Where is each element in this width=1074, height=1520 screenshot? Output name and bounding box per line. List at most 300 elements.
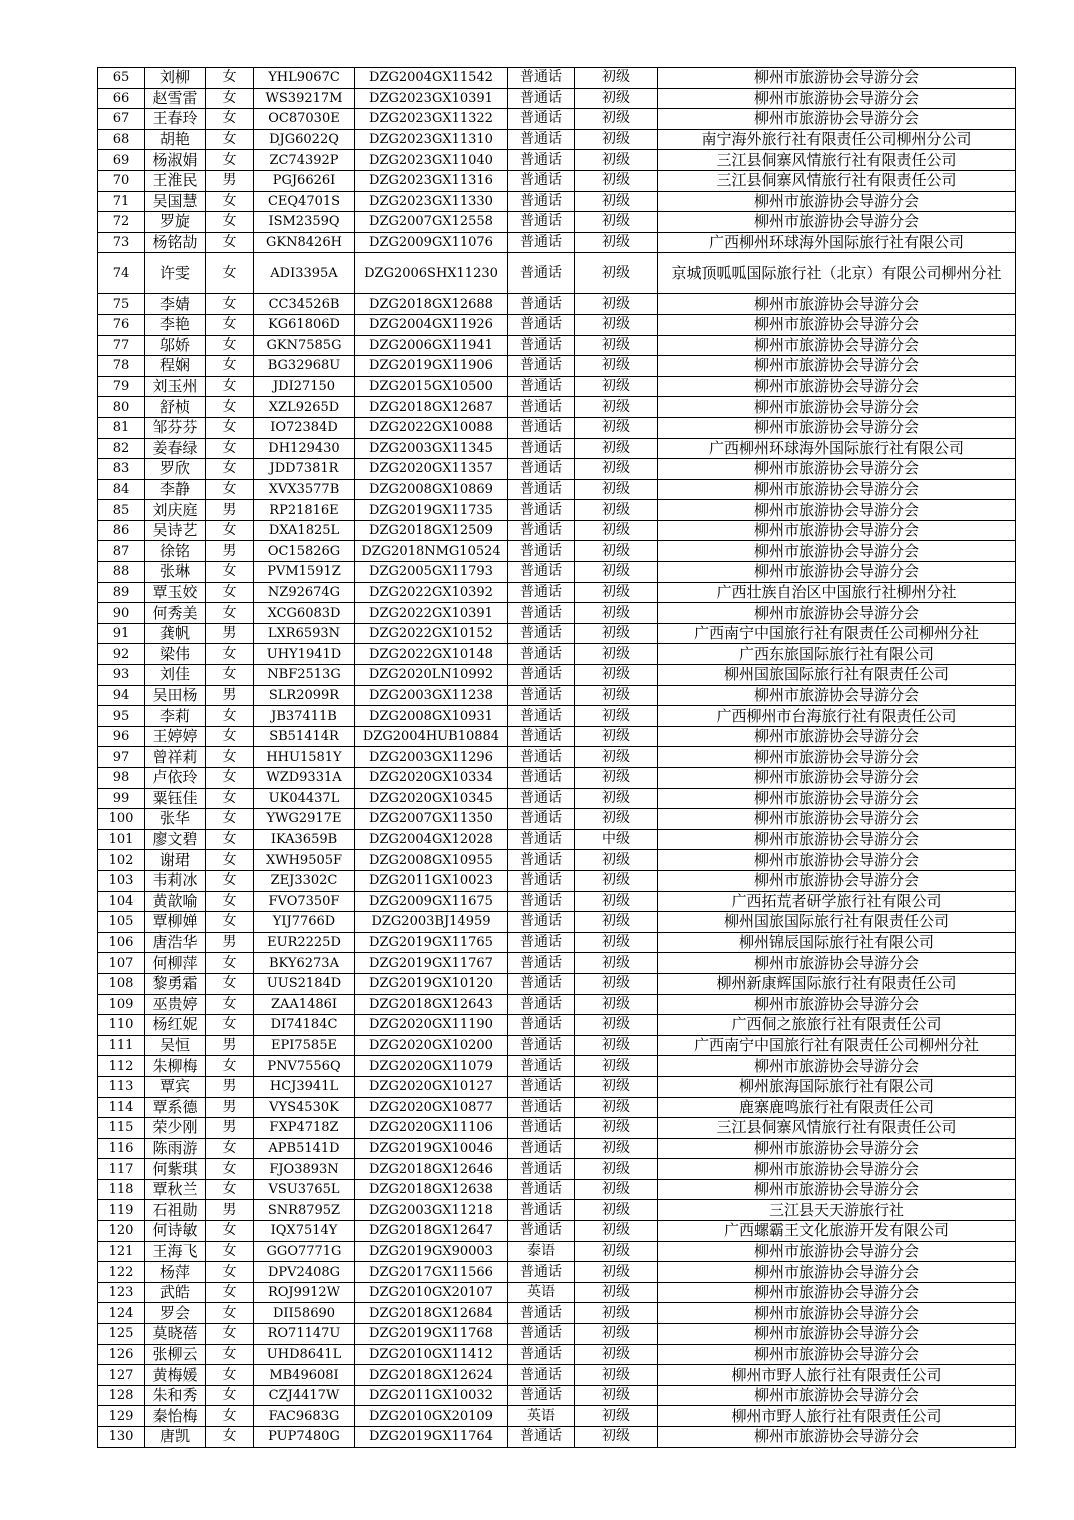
level-cell: 初级: [575, 1303, 658, 1324]
level-cell: 初级: [575, 1076, 658, 1097]
language-cell: 普通话: [508, 665, 575, 686]
row-number-cell: 94: [98, 685, 145, 706]
table-row: [98, 932, 1016, 953]
certificate-number-cell: DZG2011GX10032: [355, 1385, 508, 1406]
row-number-cell: 89: [98, 582, 145, 603]
card-number-cell: LXR6593N: [254, 623, 355, 644]
language-cell: 普通话: [508, 1118, 575, 1139]
row-number-cell: 125: [98, 1324, 145, 1345]
organization-cell: 柳州市旅游协会导游分会: [658, 1241, 1016, 1262]
language-cell: 普通话: [508, 706, 575, 727]
card-number-cell: PVM1591Z: [254, 562, 355, 583]
language-cell: 普通话: [508, 623, 575, 644]
gender-cell: 女: [206, 1015, 254, 1036]
row-number-cell: 65: [98, 68, 145, 89]
guide-name-cell: 陈雨游: [145, 1138, 206, 1159]
gender-cell: 女: [206, 994, 254, 1015]
table-row: [98, 768, 1016, 789]
level-cell: 初级: [575, 417, 658, 438]
card-number-cell: GKN8426H: [254, 232, 355, 253]
level-cell: 初级: [575, 603, 658, 624]
organization-cell: 柳州市旅游协会导游分会: [658, 726, 1016, 747]
level-cell: 初级: [575, 706, 658, 727]
gender-cell: 女: [206, 768, 254, 789]
organization-cell: 柳州市旅游协会导游分会: [658, 356, 1016, 377]
table-row: [98, 1221, 1016, 1242]
organization-cell: 柳州市旅游协会导游分会: [658, 109, 1016, 130]
gender-cell: 女: [206, 850, 254, 871]
gender-cell: 女: [206, 562, 254, 583]
organization-cell: 三江县侗寨风情旅行社有限责任公司: [658, 1118, 1016, 1139]
gender-cell: 女: [206, 788, 254, 809]
guide-name-cell: 姜春绿: [145, 438, 206, 459]
level-cell: 初级: [575, 1179, 658, 1200]
gender-cell: 女: [206, 1324, 254, 1345]
level-cell: 初级: [575, 170, 658, 191]
guide-name-cell: 廖文碧: [145, 829, 206, 850]
table-row: [98, 891, 1016, 912]
guide-name-cell: 朱柳梅: [145, 1056, 206, 1077]
card-number-cell: EPI7585E: [254, 1035, 355, 1056]
organization-cell: 柳州市旅游协会导游分会: [658, 809, 1016, 830]
card-number-cell: CZJ4417W: [254, 1385, 355, 1406]
row-number-cell: 69: [98, 150, 145, 171]
row-number-cell: 82: [98, 438, 145, 459]
guide-name-cell: 胡艳: [145, 129, 206, 150]
card-number-cell: XVX3577B: [254, 479, 355, 500]
level-cell: 初级: [575, 253, 658, 294]
language-cell: 普通话: [508, 1365, 575, 1386]
level-cell: 初级: [575, 891, 658, 912]
guide-name-cell: 吴诗艺: [145, 520, 206, 541]
certificate-number-cell: DZG2018GX12646: [355, 1159, 508, 1180]
table-row: [98, 150, 1016, 171]
level-cell: 初级: [575, 1241, 658, 1262]
certificate-number-cell: DZG2015GX10500: [355, 376, 508, 397]
guide-name-cell: 覃秋兰: [145, 1179, 206, 1200]
certificate-number-cell: DZG2003GX11345: [355, 438, 508, 459]
gender-cell: 女: [206, 1365, 254, 1386]
row-number-cell: 127: [98, 1365, 145, 1386]
level-cell: 初级: [575, 870, 658, 891]
certificate-number-cell: DZG2019GX10120: [355, 973, 508, 994]
row-number-cell: 75: [98, 294, 145, 315]
organization-cell: 柳州市旅游协会导游分会: [658, 562, 1016, 583]
certificate-number-cell: DZG2019GX11906: [355, 356, 508, 377]
language-cell: 普通话: [508, 809, 575, 830]
organization-cell: 柳州市旅游协会导游分会: [658, 1056, 1016, 1077]
level-cell: 初级: [575, 932, 658, 953]
table-row: [98, 1035, 1016, 1056]
gender-cell: 女: [206, 150, 254, 171]
language-cell: 普通话: [508, 994, 575, 1015]
organization-cell: 柳州市旅游协会导游分会: [658, 603, 1016, 624]
card-number-cell: DPV2408G: [254, 1262, 355, 1283]
certificate-number-cell: DZG2020GX10345: [355, 788, 508, 809]
gender-cell: 女: [206, 665, 254, 686]
guide-name-cell: 罗会: [145, 1303, 206, 1324]
level-cell: 初级: [575, 1159, 658, 1180]
gender-cell: 女: [206, 1427, 254, 1448]
card-number-cell: CEQ4701S: [254, 191, 355, 212]
guide-name-cell: 覃玉姣: [145, 582, 206, 603]
card-number-cell: DH129430: [254, 438, 355, 459]
certificate-number-cell: DZG2022GX10148: [355, 644, 508, 665]
table-row: [98, 1159, 1016, 1180]
certificate-number-cell: DZG2023GX11330: [355, 191, 508, 212]
card-number-cell: DJG6022Q: [254, 129, 355, 150]
gender-cell: 女: [206, 1056, 254, 1077]
organization-cell: 柳州市旅游协会导游分会: [658, 88, 1016, 109]
card-number-cell: SLR2099R: [254, 685, 355, 706]
organization-cell: 三江县侗寨风情旅行社有限责任公司: [658, 150, 1016, 171]
language-cell: 普通话: [508, 294, 575, 315]
language-cell: 普通话: [508, 829, 575, 850]
guide-name-cell: 吴恒: [145, 1035, 206, 1056]
gender-cell: 女: [206, 109, 254, 130]
table-row: [98, 541, 1016, 562]
row-number-cell: 80: [98, 397, 145, 418]
gender-cell: 女: [206, 335, 254, 356]
guide-name-cell: 李婧: [145, 294, 206, 315]
language-cell: 普通话: [508, 891, 575, 912]
guide-name-cell: 何紫琪: [145, 1159, 206, 1180]
gender-cell: 女: [206, 747, 254, 768]
certificate-number-cell: DZG2020GX11106: [355, 1118, 508, 1139]
table-row: [98, 170, 1016, 191]
language-cell: 普通话: [508, 1221, 575, 1242]
certificate-number-cell: DZG2008GX10931: [355, 706, 508, 727]
level-cell: 初级: [575, 1097, 658, 1118]
row-number-cell: 117: [98, 1159, 145, 1180]
row-number-cell: 85: [98, 500, 145, 521]
guide-name-cell: 王海飞: [145, 1241, 206, 1262]
row-number-cell: 111: [98, 1035, 145, 1056]
level-cell: 初级: [575, 912, 658, 933]
organization-cell: 柳州市旅游协会导游分会: [658, 747, 1016, 768]
organization-cell: 柳州市野人旅行社有限责任公司: [658, 1365, 1016, 1386]
card-number-cell: IKA3659B: [254, 829, 355, 850]
organization-cell: 柳州市旅游协会导游分会: [658, 1262, 1016, 1283]
row-number-cell: 73: [98, 232, 145, 253]
row-number-cell: 121: [98, 1241, 145, 1262]
guide-name-cell: 覃宾: [145, 1076, 206, 1097]
language-cell: 普通话: [508, 1385, 575, 1406]
guide-name-cell: 舒桢: [145, 397, 206, 418]
table-row: [98, 912, 1016, 933]
row-number-cell: 99: [98, 788, 145, 809]
level-cell: 初级: [575, 294, 658, 315]
certificate-number-cell: DZG2018NMG10524: [355, 541, 508, 562]
guide-name-cell: 程娴: [145, 356, 206, 377]
table-row: [98, 706, 1016, 727]
row-number-cell: 87: [98, 541, 145, 562]
guide-name-cell: 刘玉州: [145, 376, 206, 397]
guide-name-cell: 王婷婷: [145, 726, 206, 747]
certificate-number-cell: DZG2020GX11079: [355, 1056, 508, 1077]
card-number-cell: OC15826G: [254, 541, 355, 562]
certificate-number-cell: DZG2022GX10392: [355, 582, 508, 603]
certificate-number-cell: DZG2018GX12509: [355, 520, 508, 541]
guide-name-cell: 朱和秀: [145, 1385, 206, 1406]
language-cell: 普通话: [508, 850, 575, 871]
level-cell: 初级: [575, 788, 658, 809]
certificate-number-cell: DZG2018GX12624: [355, 1365, 508, 1386]
gender-cell: 女: [206, 1159, 254, 1180]
level-cell: 初级: [575, 768, 658, 789]
certificate-number-cell: DZG2018GX12687: [355, 397, 508, 418]
table-row: [98, 500, 1016, 521]
language-cell: 普通话: [508, 1076, 575, 1097]
language-cell: 普通话: [508, 1303, 575, 1324]
table-row: [98, 314, 1016, 335]
row-number-cell: 102: [98, 850, 145, 871]
row-number-cell: 81: [98, 417, 145, 438]
row-number-cell: 115: [98, 1118, 145, 1139]
gender-cell: 女: [206, 232, 254, 253]
guide-name-cell: 吴田杨: [145, 685, 206, 706]
row-number-cell: 108: [98, 973, 145, 994]
table-row: [98, 809, 1016, 830]
language-cell: 普通话: [508, 212, 575, 233]
level-cell: 初级: [575, 1365, 658, 1386]
language-cell: 普通话: [508, 1324, 575, 1345]
level-cell: 初级: [575, 314, 658, 335]
gender-cell: 男: [206, 932, 254, 953]
organization-cell: 柳州市旅游协会导游分会: [658, 335, 1016, 356]
certificate-number-cell: DZG2005GX11793: [355, 562, 508, 583]
row-number-cell: 96: [98, 726, 145, 747]
gender-cell: 女: [206, 1344, 254, 1365]
table-row: [98, 479, 1016, 500]
language-cell: 普通话: [508, 170, 575, 191]
organization-cell: 柳州市旅游协会导游分会: [658, 768, 1016, 789]
guide-name-cell: 曾祥莉: [145, 747, 206, 768]
guide-name-cell: 黄歆喻: [145, 891, 206, 912]
row-number-cell: 83: [98, 459, 145, 480]
row-number-cell: 103: [98, 870, 145, 891]
card-number-cell: BG32968U: [254, 356, 355, 377]
language-cell: 普通话: [508, 973, 575, 994]
gender-cell: 女: [206, 1179, 254, 1200]
card-number-cell: PNV7556Q: [254, 1056, 355, 1077]
language-cell: 普通话: [508, 500, 575, 521]
guide-name-cell: 杨铭劼: [145, 232, 206, 253]
row-number-cell: 92: [98, 644, 145, 665]
gender-cell: 男: [206, 541, 254, 562]
guide-name-cell: 韦莉冰: [145, 870, 206, 891]
language-cell: 普通话: [508, 562, 575, 583]
certificate-number-cell: DZG2004GX11542: [355, 68, 508, 89]
organization-cell: 鹿寨鹿鸣旅行社有限责任公司: [658, 1097, 1016, 1118]
row-number-cell: 88: [98, 562, 145, 583]
level-cell: 初级: [575, 994, 658, 1015]
gender-cell: 男: [206, 1097, 254, 1118]
level-cell: 初级: [575, 953, 658, 974]
table-row: [98, 191, 1016, 212]
certificate-number-cell: DZG2019GX11765: [355, 932, 508, 953]
guide-name-cell: 唐凯: [145, 1427, 206, 1448]
guide-name-cell: 武皓: [145, 1282, 206, 1303]
language-cell: 普通话: [508, 644, 575, 665]
card-number-cell: ISM2359Q: [254, 212, 355, 233]
language-cell: 普通话: [508, 1138, 575, 1159]
certificate-number-cell: DZG2023GX11322: [355, 109, 508, 130]
table-row: [98, 1118, 1016, 1139]
row-number-cell: 106: [98, 932, 145, 953]
table-row: [98, 1365, 1016, 1386]
level-cell: 初级: [575, 1138, 658, 1159]
language-cell: 普通话: [508, 88, 575, 109]
table-row: [98, 1385, 1016, 1406]
row-number-cell: 110: [98, 1015, 145, 1036]
certificate-number-cell: DZG2009GX11076: [355, 232, 508, 253]
guide-name-cell: 唐浩华: [145, 932, 206, 953]
level-cell: 初级: [575, 562, 658, 583]
gender-cell: 女: [206, 1262, 254, 1283]
gender-cell: 女: [206, 1303, 254, 1324]
certificate-number-cell: DZG2003GX11218: [355, 1200, 508, 1221]
card-number-cell: FXP4718Z: [254, 1118, 355, 1139]
table-row: [98, 726, 1016, 747]
gender-cell: 女: [206, 706, 254, 727]
row-number-cell: 95: [98, 706, 145, 727]
gender-cell: 女: [206, 129, 254, 150]
row-number-cell: 84: [98, 479, 145, 500]
table-row: [98, 1056, 1016, 1077]
gender-cell: 女: [206, 376, 254, 397]
gender-cell: 女: [206, 870, 254, 891]
table-row: [98, 397, 1016, 418]
card-number-cell: XCG6083D: [254, 603, 355, 624]
row-number-cell: 67: [98, 109, 145, 130]
table-row: [98, 1344, 1016, 1365]
organization-cell: 柳州国旅国际旅行社有限责任公司: [658, 665, 1016, 686]
level-cell: 中级: [575, 829, 658, 850]
card-number-cell: YWG2917E: [254, 809, 355, 830]
level-cell: 初级: [575, 150, 658, 171]
card-number-cell: FVO7350F: [254, 891, 355, 912]
certificate-number-cell: DZG2011GX10023: [355, 870, 508, 891]
gender-cell: 女: [206, 314, 254, 335]
language-cell: 普通话: [508, 685, 575, 706]
language-cell: 普通话: [508, 1200, 575, 1221]
certificate-number-cell: DZG2019GX90003: [355, 1241, 508, 1262]
gender-cell: 女: [206, 1138, 254, 1159]
language-cell: 普通话: [508, 747, 575, 768]
gender-cell: 女: [206, 397, 254, 418]
level-cell: 初级: [575, 541, 658, 562]
table-row: [98, 623, 1016, 644]
gender-cell: 男: [206, 1118, 254, 1139]
level-cell: 初级: [575, 479, 658, 500]
row-number-cell: 90: [98, 603, 145, 624]
level-cell: 初级: [575, 1015, 658, 1036]
certificate-number-cell: DZG2018GX12684: [355, 1303, 508, 1324]
level-cell: 初级: [575, 397, 658, 418]
certificate-number-cell: DZG2006GX11941: [355, 335, 508, 356]
table-row: [98, 129, 1016, 150]
organization-cell: 广西拓荒者研学旅行社有限公司: [658, 891, 1016, 912]
table-row: [98, 417, 1016, 438]
table-row: [98, 520, 1016, 541]
certificate-number-cell: DZG2020GX10334: [355, 768, 508, 789]
level-cell: 初级: [575, 685, 658, 706]
language-cell: 普通话: [508, 520, 575, 541]
level-cell: 初级: [575, 1200, 658, 1221]
guide-name-cell: 张华: [145, 809, 206, 830]
organization-cell: 柳州市旅游协会导游分会: [658, 68, 1016, 89]
certificate-number-cell: DZG2019GX11767: [355, 953, 508, 974]
language-cell: 泰语: [508, 1241, 575, 1262]
organization-cell: 三江县天天游旅行社: [658, 1200, 1016, 1221]
card-number-cell: CC34526B: [254, 294, 355, 315]
row-number-cell: 68: [98, 129, 145, 150]
guide-name-cell: 杨红妮: [145, 1015, 206, 1036]
organization-cell: 柳州市旅游协会导游分会: [658, 1282, 1016, 1303]
certificate-number-cell: DZG2022GX10152: [355, 623, 508, 644]
level-cell: 初级: [575, 850, 658, 871]
table-row: [98, 644, 1016, 665]
card-number-cell: BKY6273A: [254, 953, 355, 974]
gender-cell: 女: [206, 644, 254, 665]
gender-cell: 女: [206, 294, 254, 315]
gender-cell: 女: [206, 212, 254, 233]
guide-name-cell: 荣少刚: [145, 1118, 206, 1139]
organization-cell: 柳州市旅游协会导游分会: [658, 479, 1016, 500]
row-number-cell: 66: [98, 88, 145, 109]
table-row: [98, 562, 1016, 583]
organization-cell: 广西南宁中国旅行社有限责任公司柳州分社: [658, 623, 1016, 644]
row-number-cell: 104: [98, 891, 145, 912]
table-row: [98, 335, 1016, 356]
language-cell: 普通话: [508, 356, 575, 377]
organization-cell: 柳州市旅游协会导游分会: [658, 541, 1016, 562]
row-number-cell: 124: [98, 1303, 145, 1324]
language-cell: 普通话: [508, 397, 575, 418]
card-number-cell: EUR2225D: [254, 932, 355, 953]
level-cell: 初级: [575, 500, 658, 521]
organization-cell: 柳州市旅游协会导游分会: [658, 1138, 1016, 1159]
certificate-number-cell: DZG2004HUB10884: [355, 726, 508, 747]
guide-name-cell: 邬娇: [145, 335, 206, 356]
table-row: [98, 665, 1016, 686]
organization-cell: 柳州市旅游协会导游分会: [658, 500, 1016, 521]
organization-cell: 广西东旅国际旅行社有限公司: [658, 644, 1016, 665]
table-row: [98, 1241, 1016, 1262]
organization-cell: 广西柳州环球海外国际旅行社有限公司: [658, 438, 1016, 459]
gender-cell: 男: [206, 1035, 254, 1056]
language-cell: 普通话: [508, 191, 575, 212]
table-row: [98, 994, 1016, 1015]
card-number-cell: WZD9331A: [254, 768, 355, 789]
organization-cell: 柳州市旅游协会导游分会: [658, 1303, 1016, 1324]
card-number-cell: JDI27150: [254, 376, 355, 397]
gender-cell: 女: [206, 356, 254, 377]
level-cell: 初级: [575, 129, 658, 150]
certificate-number-cell: DZG2020GX10200: [355, 1035, 508, 1056]
level-cell: 初级: [575, 1118, 658, 1139]
certificate-number-cell: DZG2017GX11566: [355, 1262, 508, 1283]
table-row: [98, 88, 1016, 109]
organization-cell: 广西柳州环球海外国际旅行社有限公司: [658, 232, 1016, 253]
guide-name-cell: 李莉: [145, 706, 206, 727]
guide-name-cell: 赵雪雷: [145, 88, 206, 109]
row-number-cell: 70: [98, 170, 145, 191]
gender-cell: 女: [206, 1241, 254, 1262]
certificate-number-cell: DZG2007GX11350: [355, 809, 508, 830]
guide-name-cell: 黎勇霜: [145, 973, 206, 994]
